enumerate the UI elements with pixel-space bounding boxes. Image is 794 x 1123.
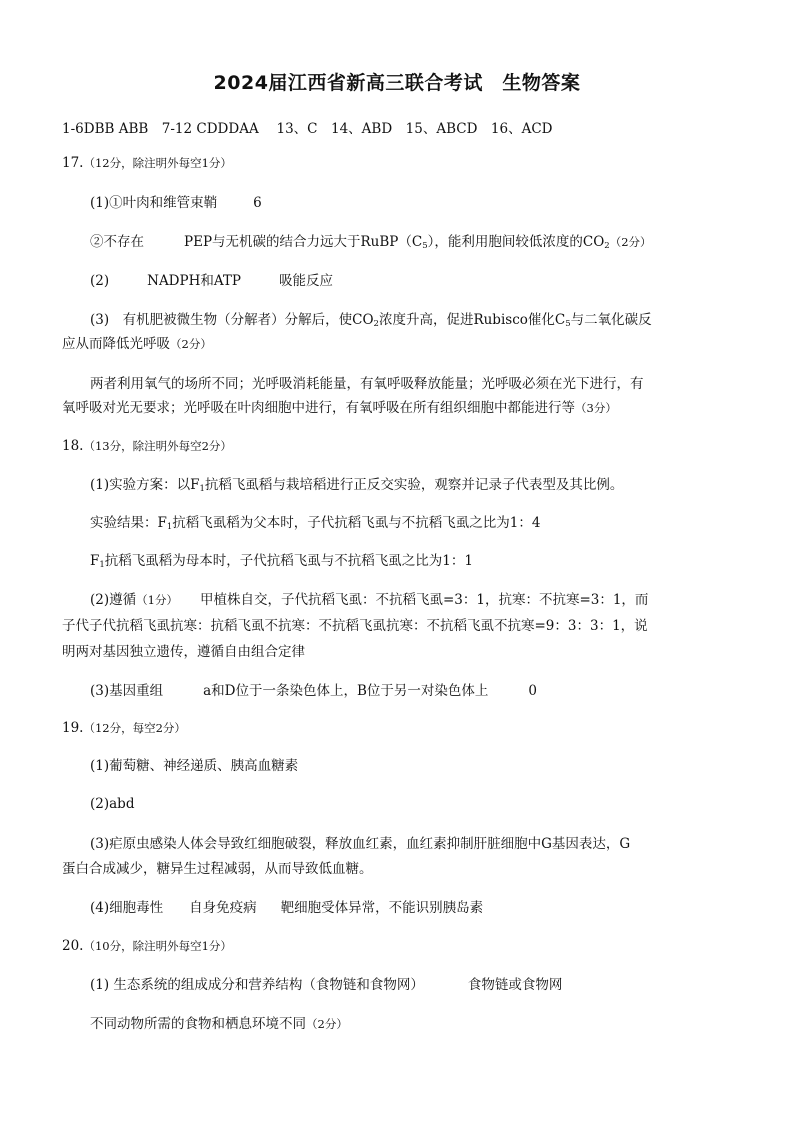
q18-line-4 xyxy=(90,590,648,610)
q17-5-text: 应从而降低光呼吸 xyxy=(62,336,170,352)
q19-5-answer-a: (4)细胞毒性 xyxy=(90,900,164,916)
q18-3-subscript: 1 xyxy=(99,560,105,570)
q17-1-answer-b: 6 xyxy=(253,195,262,211)
q17-4-subscript-2: 2 xyxy=(373,319,379,329)
q18-1-text-a: (1)实验方案：以F xyxy=(90,477,200,493)
q18-3-text-a: F xyxy=(90,553,100,569)
q18-number: 18. xyxy=(62,438,84,454)
q20-number: 20. xyxy=(62,938,84,954)
q17-4-text-b: 浓度升高，促进Rubisco催化C xyxy=(378,312,566,328)
q17-1-answer-a: (1)①叶肉和维管束鞘 xyxy=(90,195,218,211)
q17-4-text-c: 与二氧化碳反 xyxy=(570,312,652,328)
q17-2-answer-b: PEP与无机碳的结合力远大于RuBP（C xyxy=(184,234,423,250)
q20-2-score: （2分） xyxy=(306,1017,348,1031)
q17-3-answer-b: 吸能反应 xyxy=(278,273,333,289)
q20-1-answer-a: (1) 生态系统的组成成分和营养结构（食物链和食物网） xyxy=(90,977,424,993)
q19-line-3: (3)疟原虫感染人体会导致红细胞破裂，释放血红素，血红素抑制肝脏细胞中G基因表达，G xyxy=(90,836,631,852)
q18-3-text-b: 抗稻飞虱稻为母本时，子代抗稻飞虱与不抗稻飞虱之比为1：1 xyxy=(104,553,473,569)
q17-line-6: 两者利用氧气的场所不同；光呼吸消耗能量，有氧呼吸释放能量；光呼吸必须在光下进行，有 xyxy=(90,376,644,392)
q19-line-4: 蛋白合成减少，糖异生过程减弱，从而导致低血糖。 xyxy=(62,861,373,877)
q18-line-6: 明两对基因独立遗传，遵循自由组合定律 xyxy=(62,644,305,660)
q17-line-1 xyxy=(90,193,262,213)
q17-line-4 xyxy=(90,310,652,334)
q18-line-5: 子代子代抗稻飞虱抗寒：抗稻飞虱不抗寒：不抗稻飞虱抗寒：不抗稻飞虱不抗寒=9：3：3：1，说 xyxy=(62,618,648,634)
q17-4-text-a: (3) 有机肥被微生物（分解者）分解后，使CO xyxy=(90,312,374,328)
q17-3-answer-a: NADPH和ATP xyxy=(147,273,241,289)
q17-line-7 xyxy=(62,398,617,418)
q19-score-note: （12分，每空2分） xyxy=(83,721,186,735)
q18-2-text-b: 抗稻飞虱稻为父本时，子代抗稻飞虱与不抗稻飞虱之比为1：4 xyxy=(172,515,541,531)
q17-2-score: （2分） xyxy=(609,235,652,249)
q18-2-subscript: 1 xyxy=(166,522,173,532)
q18-1-subscript: 1 xyxy=(199,484,205,494)
q17-score-note: （12分，除注明外每空1分） xyxy=(83,156,232,170)
q17-line-3 xyxy=(90,271,333,291)
q17-header xyxy=(62,153,232,173)
q19-line-2: (2)abd xyxy=(90,796,135,812)
multiple-choice-answers: 1-6DBB ABB 7-12 CDDDAA 13、C 14、ABD 15、ABCD 16、ACD xyxy=(62,121,553,137)
q18-7-answer-a: (3)基因重组 xyxy=(90,683,164,699)
q17-5-score: （2分） xyxy=(170,337,212,351)
q17-2-subscript-2: 2 xyxy=(604,241,610,251)
q18-line-2 xyxy=(90,513,540,537)
q18-header xyxy=(62,436,232,456)
q17-line-5 xyxy=(62,334,212,354)
q17-7-score: （3分） xyxy=(575,401,617,415)
q18-4-text-c: 甲植株自交，子代抗稻飞虱：不抗稻飞虱=3：1，抗寒：不抗寒=3：1，而 xyxy=(199,592,649,608)
q20-line-1 xyxy=(90,975,562,995)
q17-number: 17. xyxy=(62,155,84,171)
q19-number: 19. xyxy=(62,720,84,736)
q20-header xyxy=(62,936,232,956)
q19-5-answer-c: 靶细胞受体异常，不能识别胰岛素 xyxy=(280,900,484,916)
q18-line-7 xyxy=(90,681,537,701)
q20-2-text: 不同动物所需的食物和栖息环境不同 xyxy=(90,1016,306,1032)
q19-header xyxy=(62,718,186,738)
q18-4-score: （1分） xyxy=(136,593,178,607)
q18-4-text-a: (2)遵循 xyxy=(90,592,137,608)
q18-score-note: （13分，除注明外每空2分） xyxy=(83,439,232,453)
q17-2-answer-c: ），能利用胞间较低浓度的CO xyxy=(427,234,605,250)
q20-1-answer-b: 食物链或食物网 xyxy=(467,977,563,993)
q17-2-answer-a: ②不存在 xyxy=(90,234,144,250)
page-title: 2024届江西省新高三联合考试 生物答案 xyxy=(213,72,581,94)
q19-line-5 xyxy=(90,898,483,918)
q18-line-3 xyxy=(90,551,473,575)
q19-5-answer-b: 自身免疫病 xyxy=(189,900,257,916)
q17-7-text: 氧呼吸对光无要求；光呼吸在叶肉细胞中进行，有氧呼吸在所有组织细胞中都能进行等 xyxy=(62,400,575,416)
q18-line-1 xyxy=(90,475,623,499)
q17-line-2 xyxy=(90,232,652,256)
q18-2-text-a: 实验结果：F xyxy=(90,515,167,531)
q17-2-subscript-5: 5 xyxy=(422,241,428,251)
q20-line-2 xyxy=(90,1014,348,1034)
q17-4-subscript-5: 5 xyxy=(565,319,571,329)
q20-score-note: （10分，除注明外每空1分） xyxy=(83,939,232,953)
q19-line-1: (1)葡萄糖、神经递质、胰高血糖素 xyxy=(90,758,299,774)
q18-7-answer-b: a和D位于一条染色体上，B位于另一对染色体上 xyxy=(203,683,489,699)
q17-3-number: (2) xyxy=(90,273,110,289)
q18-7-answer-c: 0 xyxy=(528,683,538,699)
q18-1-text-b: 抗稻飞虱稻与栽培稻进行正反交实验，观察并记录子代表型及其比例。 xyxy=(204,477,624,493)
